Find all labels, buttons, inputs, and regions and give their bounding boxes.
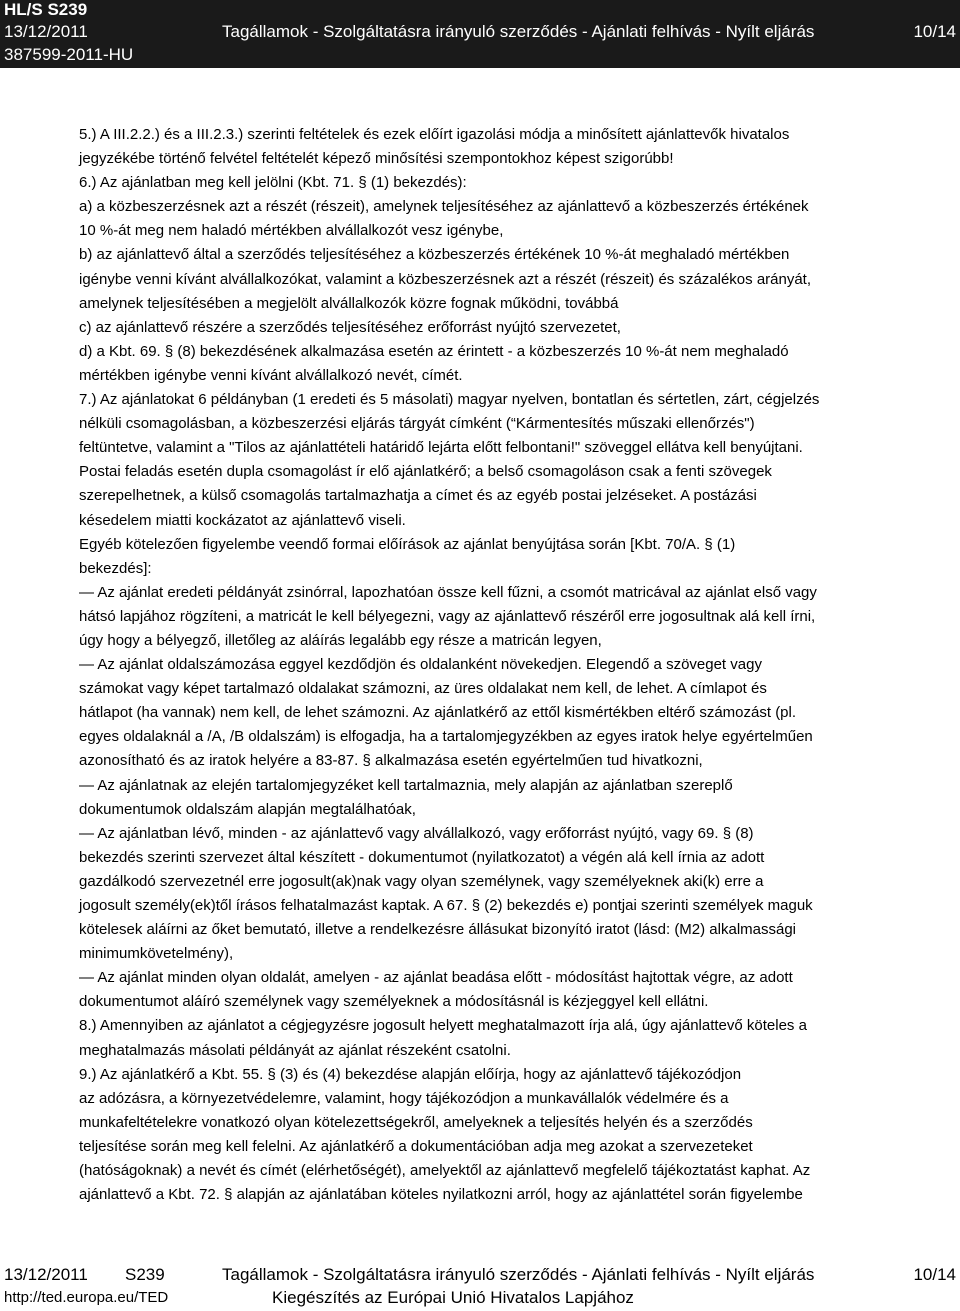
- text-line: bekezdés]:: [79, 559, 152, 577]
- text-line: — Az ajánlatnak az elején tartalomjegyzéket kell tartalmaznia, mely alapján az ajánlatban szereplő: [79, 776, 733, 794]
- text-line: 9.) Az ajánlatkérő a Kbt. 55. § (3) és (4) bekezdése alapján előírja, hogy az ajánlattevő tájékozódjon: [79, 1065, 742, 1083]
- text-line: c) az ajánlattevő részére a szerződés teljesítéséhez erőforrást nyújtó szervezetet,: [79, 318, 621, 336]
- header-reference: 387599-2011-HU: [4, 45, 134, 64]
- footer-series: S239: [125, 1265, 165, 1284]
- text-line: 5.) A III.2.2.) és a III.2.3.) szerinti feltételek és ezek előírt igazolási módja a minősített ajánlattevők hivatalos: [79, 126, 790, 143]
- page-header: [0, 0, 960, 68]
- text-line: hátlapot (ha vannak) nem kell, de lehet számozni. Az ajánlatkérő az ettől kismértékben eltérő számozást (pl.: [79, 704, 797, 722]
- text-line: — Az ajánlat eredeti példányát zsinórral, lapozhatóan össze kell fűzni, a csomót matricával az ajánlat első vagy: [79, 583, 817, 601]
- text-line: d) a Kbt. 69. § (8) bekezdésének alkalmazása esetén az érintett - a közbeszerzés 10 %-át nem meghaladó: [79, 342, 789, 360]
- header-title: Tagállamok - Szolgáltatásra irányuló szerződés - Ajánlati felhívás - Nyílt eljárás: [222, 22, 815, 41]
- text-line: Egyéb kötelezően figyelembe veendő formai előírások az ajánlat benyújtása során [Kbt. 70/A. § (1): [79, 535, 736, 553]
- footer-page-number: 10/14: [913, 1265, 956, 1284]
- text-line: kötelesek aláírni az őket bemutató, illetve a rendelkezésre állásukat bizonyító iratot (lásd: (M2) alkalmassági: [79, 921, 797, 939]
- text-line: késedelem miatti kockázatot az ajánlattevő viseli.: [79, 511, 406, 529]
- text-line: úgy hogy a bélyegző, illetőleg az aláírás legalább egy része a matricán legyen,: [79, 631, 602, 649]
- text-line: 10 %-át meg nem haladó mértékben alvállalkozót vesz igénybe,: [79, 222, 504, 240]
- text-line: amelynek teljesítésében a megjelölt alvállalkozók közre fognak működni, továbbá: [79, 294, 619, 312]
- text-line: jegyzékébe történő felvétel feltételét képező minősítési szempontokhoz képest szigorúbb!: [79, 150, 674, 168]
- text-line: jogosult személy(ek)től írásos felhatalmazást kaptak. A 67. § (2) bekezdés e) pontjai szerinti személyek maguk: [79, 897, 813, 914]
- footer-title: Tagállamok - Szolgáltatásra irányuló szerződés - Ajánlati felhívás - Nyílt eljárás: [222, 1265, 815, 1284]
- text-line: — Az ajánlat minden olyan oldalát, amelyen - az ajánlat beadása előtt - módosítást hajtottak végre, az adott: [79, 969, 793, 987]
- text-line: — Az ajánlat oldalszámozása eggyel kezdődjön és oldalanként növekedjen. Elegendő a szöveget vagy: [79, 656, 762, 674]
- header-page-number: 10/14: [913, 22, 956, 41]
- text-line: ajánlattevő a Kbt. 72. § alapján az ajánlatában köteles nyilatkozni arról, hogy az ajánlattétel során figyelembe: [79, 1186, 803, 1204]
- text-line: mértékben igénybe venni kívánt alvállalkozó nevét, címét.: [79, 366, 463, 384]
- text-line: dokumentumot aláíró személynek vagy személyeknek a módosításnál is kézjeggyel kell ellátni.: [79, 993, 709, 1011]
- text-line: minimumkövetelmény),: [79, 945, 234, 963]
- text-line: azonosítható és az iratok helyére a 83-87. § alkalmazása esetén egyértelműen tud hivatkozni,: [79, 752, 703, 770]
- page-footer: [0, 1264, 960, 1311]
- footer-url-link[interactable]: http://ted.europa.eu/TED: [4, 1289, 169, 1306]
- text-line: 8.) Amennyiben az ajánlatot a cégjegyzésre jogosult helyett meghatalmazott írja alá, úgy ajánlattevő köteles a: [79, 1017, 807, 1035]
- text-line: feltüntetve, valamint a "Tilos az ajánlattételi határidő lejárta előtt felbontani!" szöveggel ellátva kell benyújtani.: [79, 439, 803, 457]
- text-line: számokat vagy képet tartalmazó oldalakat számozni, az üres oldalakat nem kell, de lehet. A címlapot és: [79, 680, 767, 698]
- text-line: gazdálkodó szervezetnél erre jogosult(ak)nak vagy olyan személynek, vagy személyeknek aki(k) erre a: [79, 872, 764, 890]
- text-line: igénybe venni kívánt alvállalkozókat, valamint a közbeszerzésnek azt a részét (részeit) és százalékos arányát,: [79, 270, 812, 288]
- text-line: dokumentumok oldalszám alapján megtalálhatóak,: [79, 800, 416, 818]
- text-line: munkafeltételekre vonatkozó olyan kötelezettségekről, amelyeknek a teljesítés helyén és a szerződés: [79, 1113, 753, 1131]
- footer-supplement: Kiegészítés az Európai Unió Hivatalos Lapjához: [272, 1288, 634, 1307]
- document-body: [79, 123, 959, 1207]
- header-date: 13/12/2011: [4, 22, 88, 41]
- text-line: Postai feladás esetén dupla csomagolást ír elő ajánlatkérő; a belső csomagoláson csak a fenti szövegek: [79, 463, 772, 481]
- text-line: teljesítése során meg kell felelni. Az ajánlatkérő a dokumentációban adja meg azokat a szervezeteket: [79, 1137, 753, 1155]
- text-line: bekezdés szerinti szervezet által készített - dokumentumot (nyilatkozatot) a végén alá kell írnia az adott: [79, 848, 765, 866]
- text-line: egyes oldalaknál a /A, /B oldalszám) is elfogadja, ha a tartalomjegyzékben az egyes iratok helye egyértelműen: [79, 728, 813, 746]
- text-line: a) a közbeszerzésnek azt a részét (részeit), amelynek teljesítéséhez az ajánlattevő a közbeszerzés értékének: [79, 198, 809, 216]
- text-line: — Az ajánlatban lévő, minden - az ajánlattevő vagy alvállalkozó, vagy erőforrást nyújtó, vagy 69. § (8): [79, 824, 754, 842]
- text-line: 7.) Az ajánlatokat 6 példányban (1 eredeti és 5 másolati) magyar nyelven, bontatlan és sértetlen, zárt, cégjelzés: [79, 391, 820, 409]
- text-line: az adózásra, a környezetvédelemre, valamint, hogy tájékozódjon a munkavállalók védelmére és a: [79, 1089, 729, 1107]
- header-doc-id: HL/S S239: [4, 0, 88, 19]
- text-line: szerepelhetnek, a külső csomagolás tartalmazhatja a címet és az egyéb postai jelzéseket. A postázási: [79, 487, 757, 505]
- text-line: (hatóságoknak) a nevét és címét (elérhetőségét), amelyektől az ajánlattevő megfelelő tájékoztatást kaphat. Az: [79, 1162, 811, 1180]
- text-line: b) az ajánlattevő által a szerződés teljesítéséhez a közbeszerzés értékének 10 %-át meghaladó mértékben: [79, 246, 790, 264]
- text-line: meghatalmazás másolati példányát az ajánlat részeként csatolni.: [79, 1041, 511, 1059]
- text-line: hátsó lapjához rögzíteni, a matricát le kell bélyegezni, vagy az ajánlattevő részéről erre jogosultnak alá kell írni,: [79, 607, 816, 625]
- footer-date: 13/12/2011: [4, 1265, 88, 1284]
- text-line: nélküli csomagolásban, a közbeszerzési eljárás tárgyát címként (“Kármentesítés műszaki ellenőrzés"): [79, 415, 755, 433]
- text-line: 6.) Az ajánlatban meg kell jelölni (Kbt. 71. § (1) bekezdés):: [79, 174, 467, 192]
